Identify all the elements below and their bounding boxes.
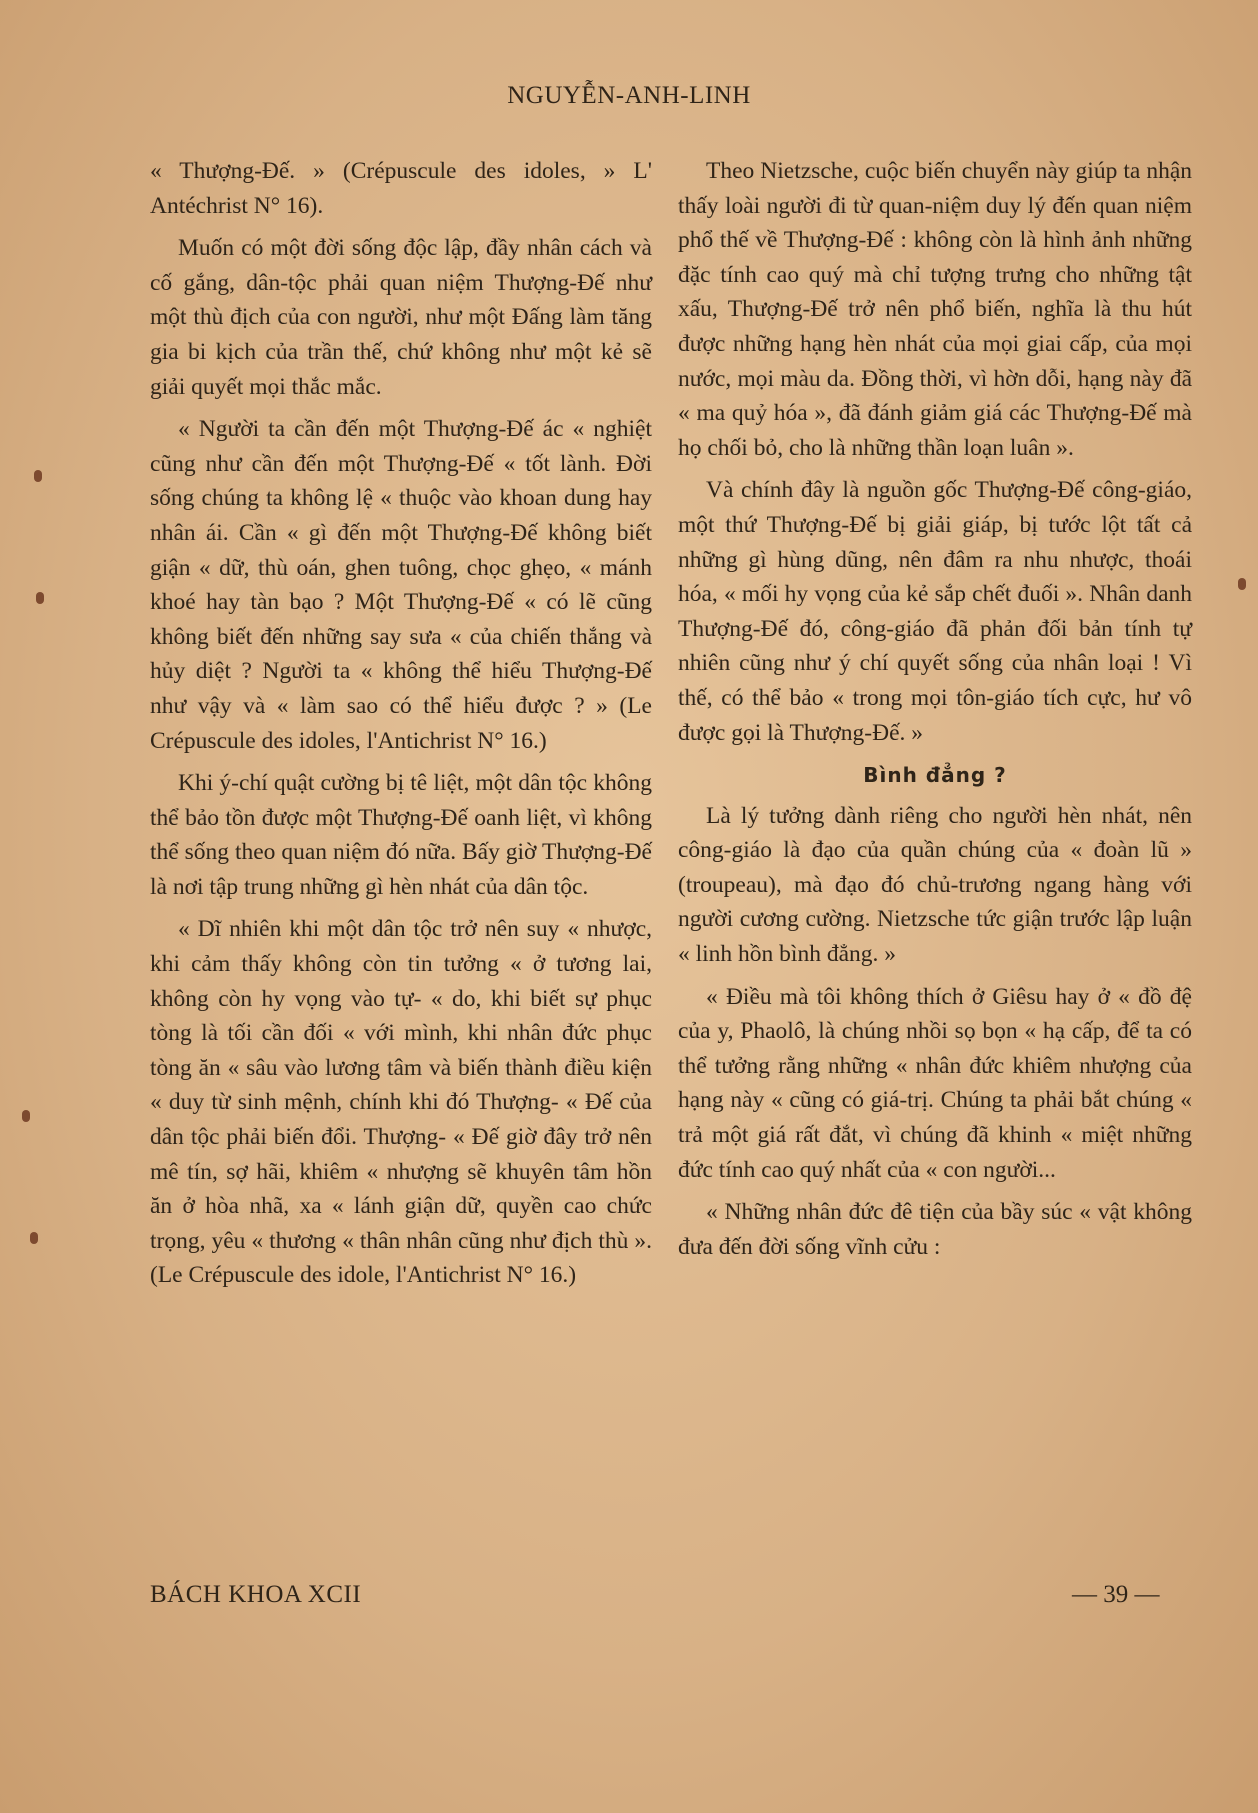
magazine-name: BÁCH KHOA XCII <box>150 1581 362 1608</box>
paragraph: Khi ý-chí quật cường bị tê liệt, một dân tộc không thể bảo tồn được một Thượng-Đế oanh liệt, vì không thể sống theo quan niệm đó nữa. Bấy giờ Thượng-Đế là nơi tập trung những gì hèn nhát của dân tộc. <box>150 770 652 900</box>
left-column <box>150 154 652 1301</box>
paragraph: Muốn có một đời sống độc lập, đầy nhân cách và cố gắng, dân-tộc phải quan niệm Thượng-Đế như một thù địch của con người, như một Đấng làm tăng gia bi kịch của trần thế, chứ không như một kẻ sẽ giải quyết mọi thắc mắc. <box>150 235 652 400</box>
right-column <box>678 154 1192 1272</box>
paragraph: Là lý tưởng dành riêng cho người hèn nhát, nên công-giáo là đạo của quần chúng của « đoàn lũ » (troupeau), mà đạo đó chủ-trương ngang hàng với người cương cường. Nietzsche tức giận trước lập luận « linh hồn bình đẳng. » <box>678 802 1192 968</box>
paragraph: Và chính đây là nguồn gốc Thượng-Đế công-giáo, một thứ Thượng-Đế bị giải giáp, bị tước lột tất cả những gì hùng dũng, nên đâm ra nhu nhược, thoái hóa, « mối hy vọng của kẻ sắp chết đuối ». Nhân danh Thượng-Đế đó, công-giáo đã phản đối bản tính tự nhiên cũng như ý chí quyết sống của nhân loại ! Vì thế, có thể bảo « trong mọi tôn-giáo tích cực, hư vô được gọi là Thượng-Đế. » <box>678 477 1192 746</box>
paragraph: Theo Nietzsche, cuộc biến chuyển này giúp ta nhận thấy loài người đi từ quan-niệm duy lý đến quan niệm phổ thế về Thượng-Đế : không còn là hình ảnh những đặc tính cao quý mà chỉ tượng trưng cho những tật xấu, Thượng-Đế trở nên phổ biến, nghĩa là thu hút được những hạng hèn nhát của mọi giai cấp, của mọi nước, mọi màu da. Đồng thời, vì hờn dỗi, hạng này đã « ma quỷ hóa », đã đánh giảm giá các Thượng-Đế mà họ chối bỏ, cho là những thần loạn luân ». <box>678 158 1192 461</box>
running-header: NGUYỄN-ANH-LINH <box>507 82 751 109</box>
stain-mark <box>1238 578 1246 590</box>
page-number: — 39 — <box>1072 1581 1160 1608</box>
stain-mark <box>36 592 44 604</box>
stain-mark <box>22 1110 30 1122</box>
paragraph: « Thượng-Đế. » (Crépuscule des idoles, » L' Antéchrist N° 16). <box>150 158 652 219</box>
quote-paragraph: « Người ta cần đến một Thượng-Đế ác « nghiệt cũng như cần đến một Thượng-Đế « tốt lành. Đời sống chúng ta không lệ « thuộc vào khoan dung hay nhân ái. Cần « gì đến một Thượng-Đế không biết giận « dữ, thù oán, ghen tuông, chọc ghẹo, « mánh khoé hay tàn bạo ? Một Thượng-Đế « có lẽ cũng không biết đến những say sưa « của chiến thắng và hủy diệt ? Người ta « không thể hiểu Thượng-Đế như vậy và « làm sao có thể hiểu được ? » (Le Crépuscule des idoles, l'Antichrist N° 16.) <box>150 416 652 754</box>
stain-mark <box>34 470 42 482</box>
stain-mark <box>30 1232 38 1244</box>
quote-paragraph: « Dĩ nhiên khi một dân tộc trở nên suy « nhược, khi cảm thấy không còn tin tưởng « ở tương lai, không còn hy vọng vào tự- « do, khi biết sự phục tòng là tối cần đối « với mình, khi nhân đức phục tòng ăn « sâu vào lương tâm và biến thành điều kiện « duy từ sinh mệnh, chính khi đó Thượng- « Đế của dân tộc phải biến đổi. Thượng- « Đế giờ đây trở nên mê tín, sợ hãi, khiêm « nhượng sẽ khuyên tâm hồn ăn ở hòa nhã, xa « lánh giận dữ, quyền cao chức trọng, yêu « thương « thân nhân cũng như địch thù ». (Le Crépuscule des idole, l'Antichrist N° 16.) <box>150 916 652 1289</box>
quote-paragraph: « Điều mà tôi không thích ở Giêsu hay ở « đồ đệ của y, Phaolô, là chúng nhồi sọ bọn « hạ cấp, để ta có thể tưởng rằng những « nhân đức khiêm nhượng của hạng này « cũng có giá-trị. Chúng ta phải bắt chúng « trả một giá rất đắt, vì chúng đã khinh « miệt những đức tính cao quý nhất của « con người... <box>678 983 1192 1183</box>
section-heading: Bình đẳng ? <box>863 763 1007 788</box>
quote-paragraph: « Những nhân đức đê tiện của bầy súc « vật không đưa đến đời sống vĩnh cửu : <box>678 1199 1192 1260</box>
